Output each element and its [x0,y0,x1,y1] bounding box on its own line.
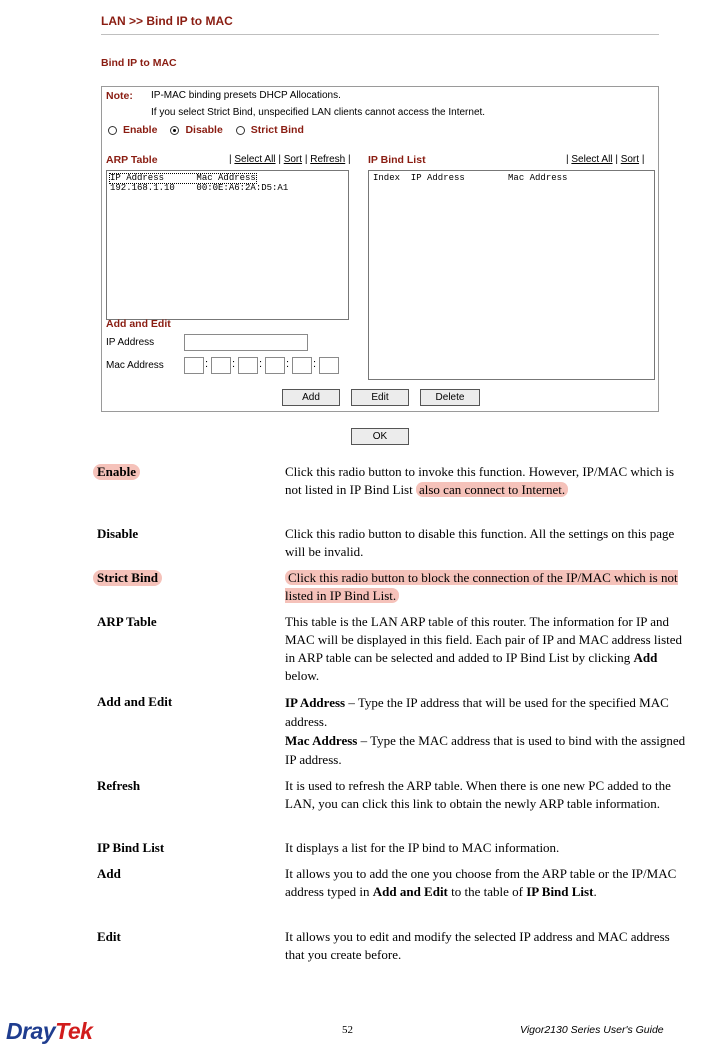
note-text-1: IP-MAC binding presets DHCP Allocations. [151,90,341,101]
desc-ip-text: – Type the IP address that will be used for the specified MAC address. [285,695,669,729]
delete-button[interactable]: Delete [420,389,480,406]
mac-octet-5[interactable] [292,357,312,374]
desc-disable: Click this radio button to disable this function. All the settings on this page will be invalid. [285,526,675,559]
desc-ip-bold: IP Address [285,695,346,710]
guide-title: Vigor2130 Series User's Guide [520,1024,664,1036]
separator: | [229,154,232,165]
ok-button[interactable]: OK [351,428,409,445]
logo-tek: Tek [55,1018,93,1044]
separator: | [278,154,281,165]
radio-strict-label: Strict Bind [250,124,304,136]
arp-table-links [229,154,351,165]
radio-circle-strict[interactable] [236,126,245,135]
separator: | [304,154,308,165]
separator: | [348,154,351,165]
desc-strict-bind [285,569,689,605]
desc-strict-highlight: Click this radio button to block the connection of the IP/MAC which is not listed in IP Bind List. [285,570,678,603]
arp-table-listbox[interactable] [106,170,349,320]
term-add: Add [97,866,121,881]
mac-octet-3[interactable] [238,357,258,374]
ip-bind-links [566,154,644,165]
separator: | [615,154,618,165]
desc-enable-text: Click this radio button to invoke this function. However, IP/MAC which is not listed in IP Bind List [285,464,675,497]
radio-enable-label: Enable [123,124,158,136]
desc-edit: It allows you to edit and modify the selected IP address and MAC address that you create before. [285,929,670,962]
desc-add-mid: to the table of [447,884,527,899]
arp-refresh-link[interactable]: Refresh [310,154,346,165]
mac-octet-1[interactable] [184,357,204,374]
mac-octet-2[interactable] [211,357,231,374]
ip-address-label: IP Address [106,337,155,348]
desc-refresh: It is used to refresh the ARP table. When there is one new PC added to the LAN, you can click this link to obtain the newly ARP table information. [285,778,671,811]
logo-dray: Dray [6,1018,56,1044]
ip-bind-header: Index IP Address Mac Address [373,173,568,183]
desc-arp-bold: Add [633,650,658,665]
desc-arp-text: This table is the LAN ARP table of this router. The information for IP and MAC will be displayed in this field. Each pair of IP and MAC address listed in ARP table can be selected and added to IP Bind List by clicking [285,614,683,665]
radio-circle-disable[interactable] [170,126,179,135]
mac-separator: : [259,358,263,370]
desc-add-edit [285,693,689,769]
desc-add-text: It allows you to add the one you choose from the ARP table or the IP/MAC address typed in [285,866,677,899]
desc-add-bold2: IP Bind List [526,884,594,899]
desc-arp-tail: below. [285,668,320,683]
draytek-logo [6,1018,92,1045]
radio-enable[interactable] [108,124,157,136]
mac-separator: : [286,358,290,370]
arp-sort-link[interactable]: Sort [283,154,303,165]
header-divider [101,34,659,35]
desc-enable [285,463,689,499]
section-title: Bind IP to MAC [101,57,177,69]
term-refresh: Refresh [97,778,141,793]
desc-add-tail: . [593,884,597,899]
radio-disable-label: Disable [185,124,223,136]
bind-sort-link[interactable]: Sort [620,154,640,165]
mac-octet-6[interactable] [319,357,339,374]
arp-table-label: ARP Table [106,154,158,166]
edit-button[interactable]: Edit [351,389,409,406]
ip-bind-listbox[interactable] [368,170,655,380]
term-strict-bind: Strict Bind [93,570,162,586]
arp-select-all-link[interactable]: Select All [234,154,276,165]
arp-table-row[interactable]: 192.168.1.10 00:0E:A6:2A:D5:A1 [110,183,289,193]
mac-separator: : [205,358,209,370]
desc-ip-bind-list: It displays a list for the IP bind to MAC information. [285,840,560,855]
ip-bind-list-label: IP Bind List [368,154,426,166]
note-text-2: If you select Strict Bind, unspecified LAN clients cannot access the Internet. [151,107,486,118]
separator: | [566,154,569,165]
mac-octet-4[interactable] [265,357,285,374]
breadcrumb: LAN >> Bind IP to MAC [101,14,233,28]
mac-separator: : [313,358,317,370]
desc-arp-table [285,613,689,685]
desc-enable-highlight: also can connect to Internet. [416,482,568,497]
term-add-edit: Add and Edit [97,694,173,709]
add-edit-label: Add and Edit [106,318,171,330]
desc-mac-text: – Type the MAC address that is used to bind with the assigned IP address. [285,733,686,767]
term-disable: Disable [97,526,139,541]
ip-address-input[interactable] [184,334,308,351]
separator: | [641,154,645,165]
radio-strict-bind[interactable] [236,124,304,136]
desc-mac-bold: Mac Address [285,733,358,748]
term-ip-bind-list: IP Bind List [97,840,165,855]
desc-add [285,865,689,901]
radio-disable[interactable] [170,124,222,136]
term-edit: Edit [97,929,121,944]
mac-separator: : [232,358,236,370]
mode-radio-group [108,124,317,136]
note-label: Note: [106,90,133,102]
term-enable: Enable [93,464,140,480]
add-button[interactable]: Add [282,389,340,406]
mac-address-label: Mac Address [106,360,164,371]
page-number: 52 [342,1024,353,1036]
arp-table-header: IP Address Mac Address [110,173,256,183]
term-arp-table: ARP Table [97,614,157,629]
bind-select-all-link[interactable]: Select All [571,154,613,165]
radio-circle-enable[interactable] [108,126,117,135]
desc-add-bold1: Add and Edit [372,884,448,899]
